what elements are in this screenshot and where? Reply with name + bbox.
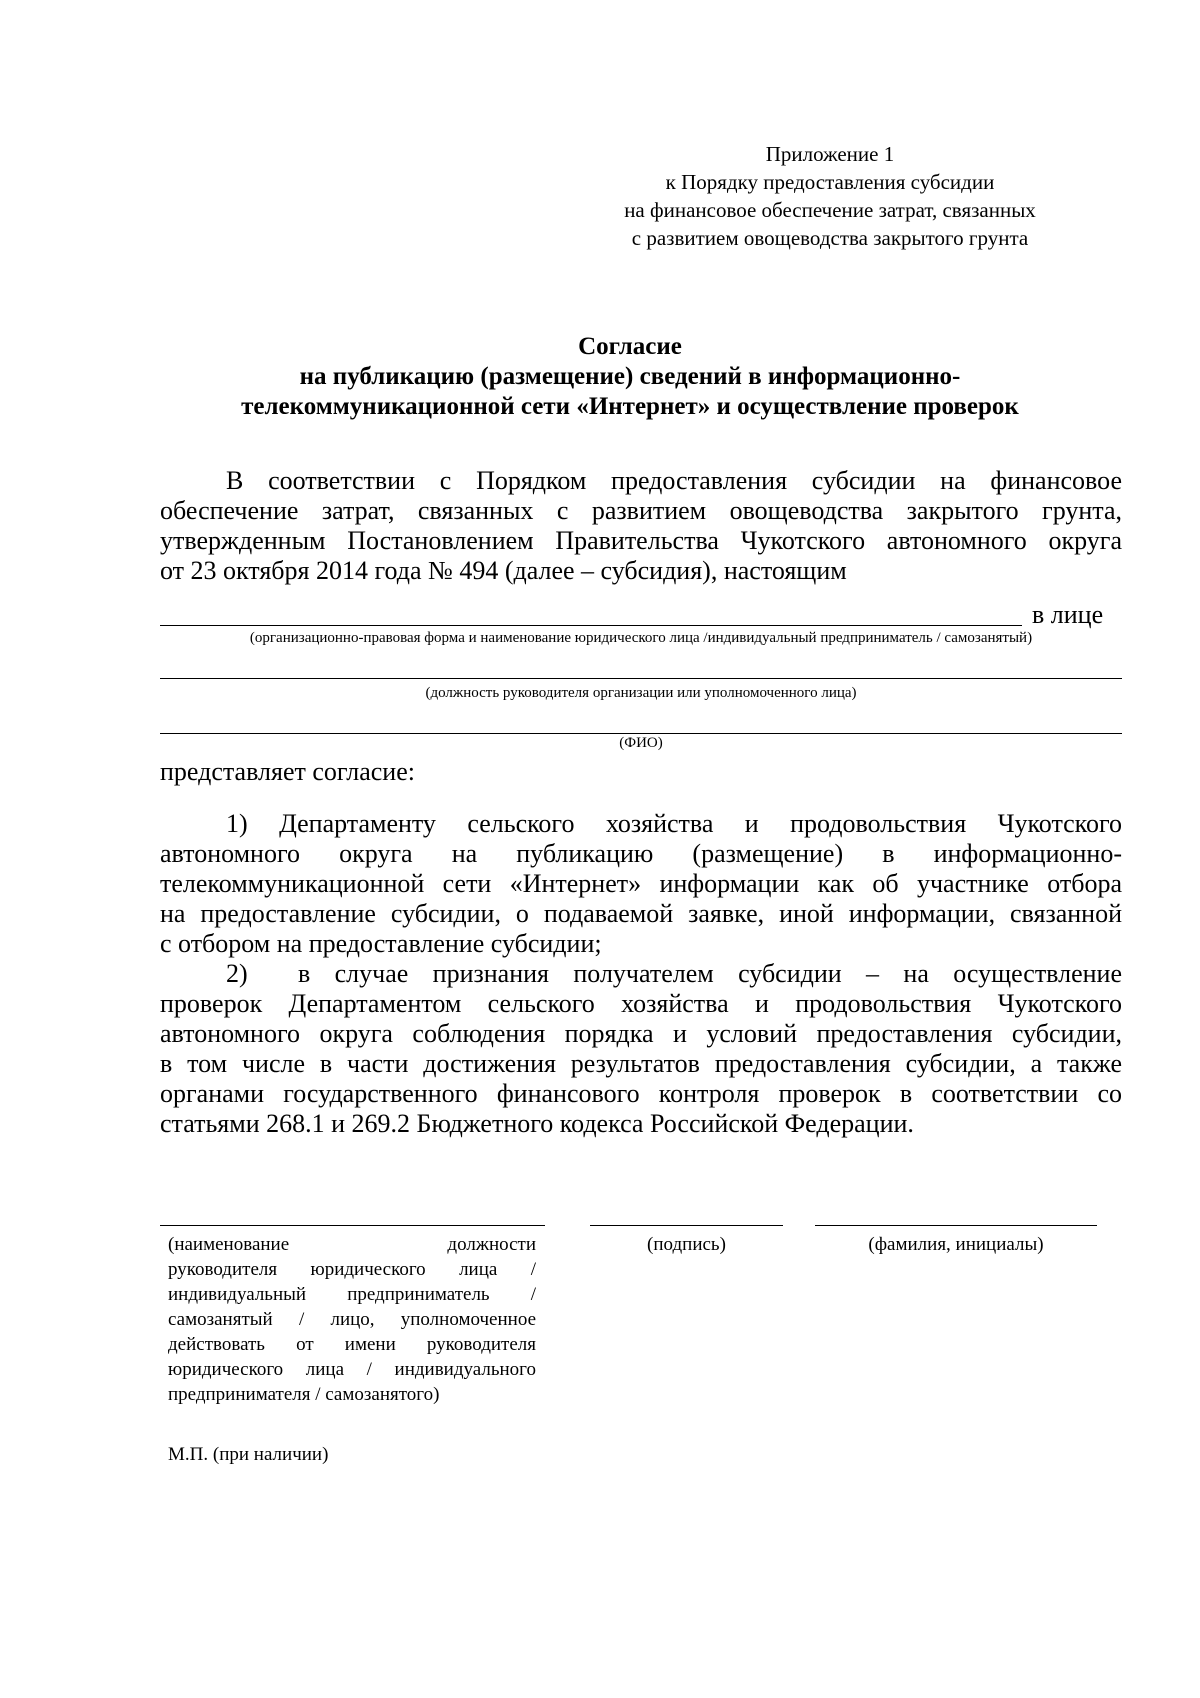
item2-line: статьями 268.1 и 269.2 Бюджетного кодекса Российской Федерации. bbox=[160, 1109, 914, 1138]
caption-line: индивидуальный предприниматель / bbox=[168, 1284, 536, 1305]
intro-line: обеспечение затрат, связанных с развитием овощеводства закрытого грунта, bbox=[160, 496, 1122, 525]
item1-line: на предоставление субсидии, о подаваемой заявке, иной информации, связанной bbox=[160, 899, 1122, 928]
in-person-label: в лице bbox=[1032, 600, 1104, 629]
org-name-field-line[interactable] bbox=[160, 625, 1022, 626]
position-caption: (должность руководителя организации или уполномоченного лица) bbox=[425, 685, 857, 701]
item1-line: телекоммуникационной сети «Интернет» информации как об участнике отбора bbox=[160, 869, 1122, 898]
item1-line: автономного округа на публикацию (размещение) в информационно- bbox=[160, 839, 1122, 868]
appendix-line: на финансовое обеспечение затрат, связанных bbox=[624, 198, 1036, 222]
title-line: телекоммуникационной сети «Интернет» и осуществление проверок bbox=[241, 393, 1019, 420]
item2-line: в случае признания получателем субсидии – на осуществление bbox=[298, 959, 1122, 988]
appendix-line: к Порядку предоставления субсидии bbox=[665, 170, 995, 194]
intro-line: утвержденным Постановлением Правительства Чукотского автономного округа bbox=[160, 526, 1122, 555]
title-line: Согласие bbox=[578, 333, 682, 360]
stamp-note: М.П. (при наличии) bbox=[168, 1444, 329, 1465]
caption-line: предпринимателя / самозанятого) bbox=[168, 1384, 440, 1405]
caption-line: руководителя юридического лица / bbox=[168, 1259, 536, 1280]
caption-line: действовать от имени руководителя bbox=[168, 1334, 536, 1355]
intro-line: от 23 октября 2014 года № 494 (далее – субсидия), настоящим bbox=[160, 556, 847, 585]
name-initials-caption: (фамилия, инициалы) bbox=[868, 1234, 1044, 1255]
signature-line[interactable] bbox=[590, 1225, 783, 1226]
item2-line: проверок Департаментом сельского хозяйства и продовольствия Чукотского bbox=[160, 989, 1122, 1018]
appendix-header bbox=[560, 140, 1100, 252]
item2-line: органами государственного финансового контроля проверок в соответствии со bbox=[160, 1079, 1122, 1108]
appendix-line: с развитием овощеводства закрытого грунта bbox=[631, 226, 1029, 250]
item1-line: 1) Департаменту сельского хозяйства и продовольствия Чукотского bbox=[226, 809, 1122, 838]
caption-line: (наименование должности bbox=[168, 1234, 536, 1255]
item2-line: автономного округа соблюдения порядка и условий предоставления субсидии, bbox=[160, 1019, 1122, 1048]
intro-line: В соответствии с Порядком предоставления субсидии на финансовое bbox=[226, 466, 1122, 495]
name-initials-line[interactable] bbox=[815, 1225, 1097, 1226]
position-description-caption bbox=[168, 1232, 536, 1407]
consent-lead-text: представляет согласие: bbox=[160, 757, 415, 786]
intro-paragraph bbox=[160, 466, 1122, 586]
fio-caption: (ФИО) bbox=[619, 735, 663, 751]
consent-lead bbox=[160, 757, 1122, 787]
document-title bbox=[130, 332, 1130, 422]
consent-items bbox=[160, 809, 1122, 1139]
item2-line: в том числе в части достижения результатов предоставления субсидии, а также bbox=[160, 1049, 1122, 1078]
appendix-line: Приложение 1 bbox=[765, 142, 895, 166]
title-line: на публикацию (размещение) сведений в информационно- bbox=[299, 363, 961, 390]
caption-line: самозанятый / лицо, уполномоченное bbox=[168, 1309, 536, 1330]
position-signature-line[interactable] bbox=[160, 1225, 545, 1226]
item2-number: 2) bbox=[226, 959, 248, 988]
org-name-caption: (организационно-правовая форма и наименование юридического лица /индивидуальный предприниматель / самозанятый) bbox=[249, 630, 1033, 646]
item1-line: с отбором на предоставление субсидии; bbox=[160, 929, 602, 958]
caption-line: юридического лица / индивидуального bbox=[168, 1359, 536, 1380]
signature-caption: (подпись) bbox=[647, 1234, 726, 1255]
item2-first-line bbox=[160, 959, 1122, 989]
position-field-line[interactable] bbox=[160, 678, 1122, 679]
